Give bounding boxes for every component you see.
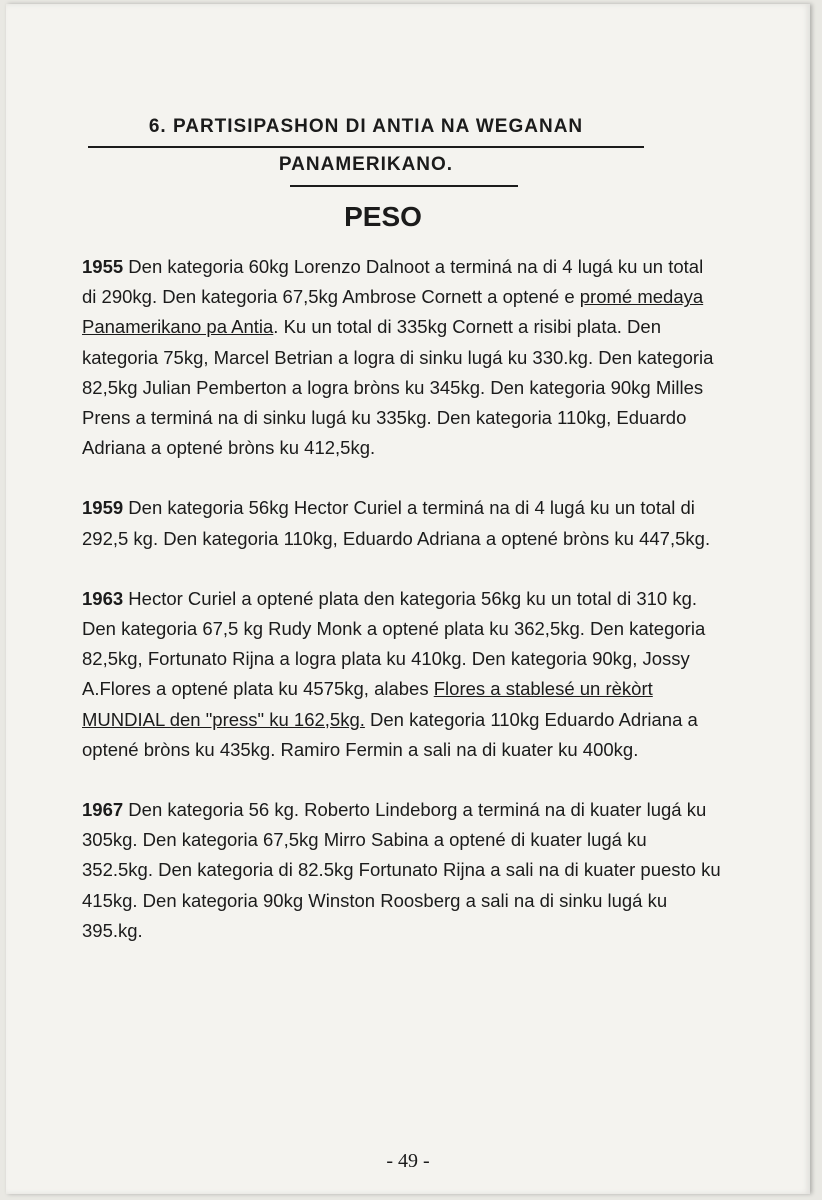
- heading-underline: [88, 146, 644, 148]
- entry-text: Den kategoria 56 kg. Roberto Lindeborg a terminá na di kuater lugá ku 305kg. Den kategoria 67,5kg Mirro Sabina a optené di kuater lugá ku 352.5kg. Den kategoria di 82.5kg Fortunato Rijna a sali na di kuater puesto ku 415kg. Den kategoria 90kg Winston Roosberg a sali na di sinku lugá ku 395.kg.: [82, 799, 721, 941]
- page-body: [82, 252, 722, 976]
- entry-year: 1955: [82, 256, 124, 277]
- book-page: [6, 4, 810, 1194]
- chapter-heading-line2: PANAMERIKANO.: [278, 154, 454, 175]
- entry-text: Den kategoria 60kg Lorenzo Dalnoot a terminá na di 4 lugá ku un total di 290kg. Den kategoria 67,5kg Ambrose Cornett a optené e: [82, 256, 704, 308]
- entry-1967: [82, 795, 722, 946]
- entry-text-continued: . Ku un total di 335kg Cornett a risibi plata. Den kategoria 75kg, Marcel Betrian a logra di sinku lugá ku 330.kg. Den kategoria 82,5kg Julian Pemberton a logra bròns ku 345kg. Den kategoria 90kg Milles Prens a terminá na di sinku lugá ku 335kg. Den kategoria 110kg, Eduardo Adriana a optené bròns ku 412,5kg.: [82, 316, 714, 459]
- entry-year: 1959: [82, 497, 124, 519]
- entry-1955: [82, 252, 722, 463]
- entry-year: 1963: [82, 587, 124, 609]
- entry-text: Den kategoria 56kg Hector Curiel a terminá na di 4 lugá ku un total di 292,5 kg. Den kategoria 110kg, Eduardo Adriana a optené bròns ku 447,5kg.: [82, 497, 711, 549]
- chapter-heading-line1: 6. PARTISIPASHON DI ANTIA NA WEGANAN: [148, 116, 584, 137]
- page-number: - 49 -: [386, 1150, 430, 1172]
- entry-text-continued: Den kategoria 110kg Eduardo Adriana a optené bròns ku 435kg. Ramiro Fermin a sali na di kuater ku 400kg.: [82, 708, 698, 760]
- heading-underline-short: [290, 185, 518, 187]
- entry-text: Hector Curiel a optené plata den kategoria 56kg ku un total di 310 kg. Den kategoria 67,5 kg Rudy Monk a optené plata ku 362,5kg. Den kategoria 82,5kg, Fortunato Rijna a logra plata ku 410kg. Den kategoria 90kg, Jossy A.Flores a optené plata ku 4575kg, alabes: [82, 587, 706, 700]
- entry-year: 1967: [82, 799, 124, 821]
- entry-1963: [82, 584, 722, 765]
- entry-underlined-text: promé medaya Panamerikano pa Antia: [82, 286, 704, 338]
- entry-underlined-text: Flores a stablesé un rèkòrt MUNDIAL den "press" ku 162,5kg.: [82, 678, 653, 730]
- entry-1959: [82, 493, 722, 553]
- section-title: PESO: [344, 201, 422, 232]
